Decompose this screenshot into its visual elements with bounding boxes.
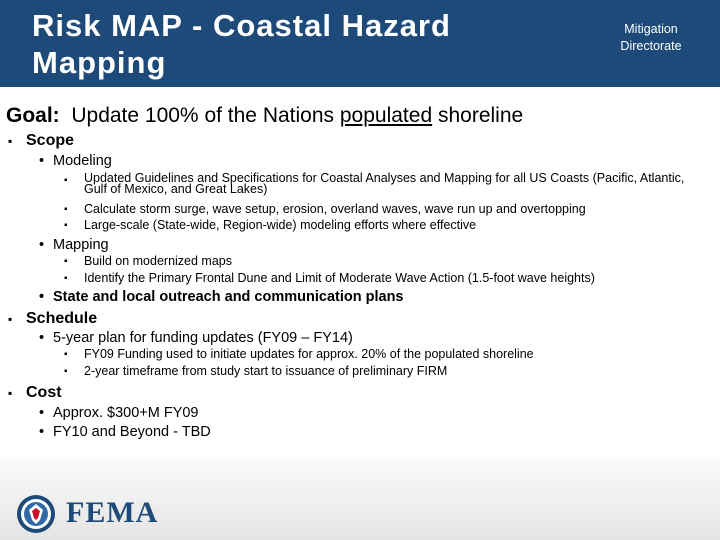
dot-bullet-icon: • — [39, 153, 45, 169]
goal-text-after: shoreline — [437, 104, 524, 127]
mapping-detail-2-text: Identify the Primary Frontal Dune and Limit of Moderate Wave Action (1.5-foot wave heights) — [84, 271, 595, 285]
square-bullet-icon: ▪ — [8, 386, 13, 400]
schedule-detail-2-text: 2-year timeframe from study start to issuance of preliminary FIRM — [84, 364, 448, 378]
dhs-seal-icon — [16, 494, 56, 534]
fema-logo: FEMA — [66, 496, 159, 529]
header-bar — [0, 0, 720, 87]
square-bullet-icon: ▪ — [64, 349, 68, 360]
goal-text-underlined: populated — [339, 104, 433, 127]
square-bullet-icon: ▪ — [64, 366, 68, 377]
modeling-detail-1-text: Updated Guidelines and Specifications for Coastal Analyses and Mapping for all US Coasts (Pacific, Atlantic, Gulf of Mexico, and Great Lakes) — [84, 171, 685, 196]
square-bullet-icon: ▪ — [64, 204, 68, 215]
dot-bullet-icon: • — [39, 237, 45, 253]
scope-heading-text: Scope — [26, 132, 75, 149]
slide-title-line-1: Risk MAP - Coastal Hazard — [32, 8, 451, 43]
square-bullet-icon: ▪ — [64, 273, 68, 284]
square-bullet-icon: ▪ — [64, 220, 68, 231]
goal-text-before: Update 100% of the Nations — [71, 104, 335, 127]
outreach-text: State and local outreach and communication plans — [53, 289, 404, 305]
dot-bullet-icon: • — [39, 424, 45, 440]
square-bullet-icon: ▪ — [8, 312, 13, 326]
dot-bullet-icon: • — [39, 289, 45, 305]
schedule-detail-1-text: FY09 Funding used to initiate updates for approx. 20% of the populated shoreline — [84, 347, 534, 361]
slide-title — [32, 7, 532, 81]
square-bullet-icon: ▪ — [8, 134, 13, 148]
cost-item-1-text: Approx. $300+M FY09 — [53, 405, 199, 421]
cost-heading-text: Cost — [26, 384, 62, 401]
dot-bullet-icon: • — [39, 405, 45, 421]
modeling-detail-2-text: Calculate storm surge, wave setup, erosion, overland waves, wave run up and overtopping — [84, 202, 586, 216]
modeling-label: Modeling — [53, 153, 112, 169]
mapping-label: Mapping — [53, 237, 109, 253]
schedule-plan-text: 5-year plan for funding updates (FY09 – FY14) — [53, 330, 353, 346]
schedule-heading-text: Schedule — [26, 310, 98, 327]
modeling-detail-3-text: Large-scale (State-wide, Region-wide) modeling efforts where effective — [84, 218, 477, 232]
goal-label: Goal: — [6, 104, 60, 127]
square-bullet-icon: ▪ — [64, 175, 68, 186]
directorate-label — [600, 21, 702, 55]
goal-statement — [6, 103, 523, 129]
cost-item-2-text: FY10 and Beyond - TBD — [53, 424, 211, 440]
dot-bullet-icon: • — [39, 330, 45, 346]
directorate-line-2: Directorate — [620, 39, 682, 53]
slide-title-line-2: Mapping — [32, 45, 167, 80]
directorate-line-1: Mitigation — [624, 22, 678, 36]
mapping-detail-1-text: Build on modernized maps — [84, 254, 232, 268]
square-bullet-icon: ▪ — [64, 256, 68, 267]
